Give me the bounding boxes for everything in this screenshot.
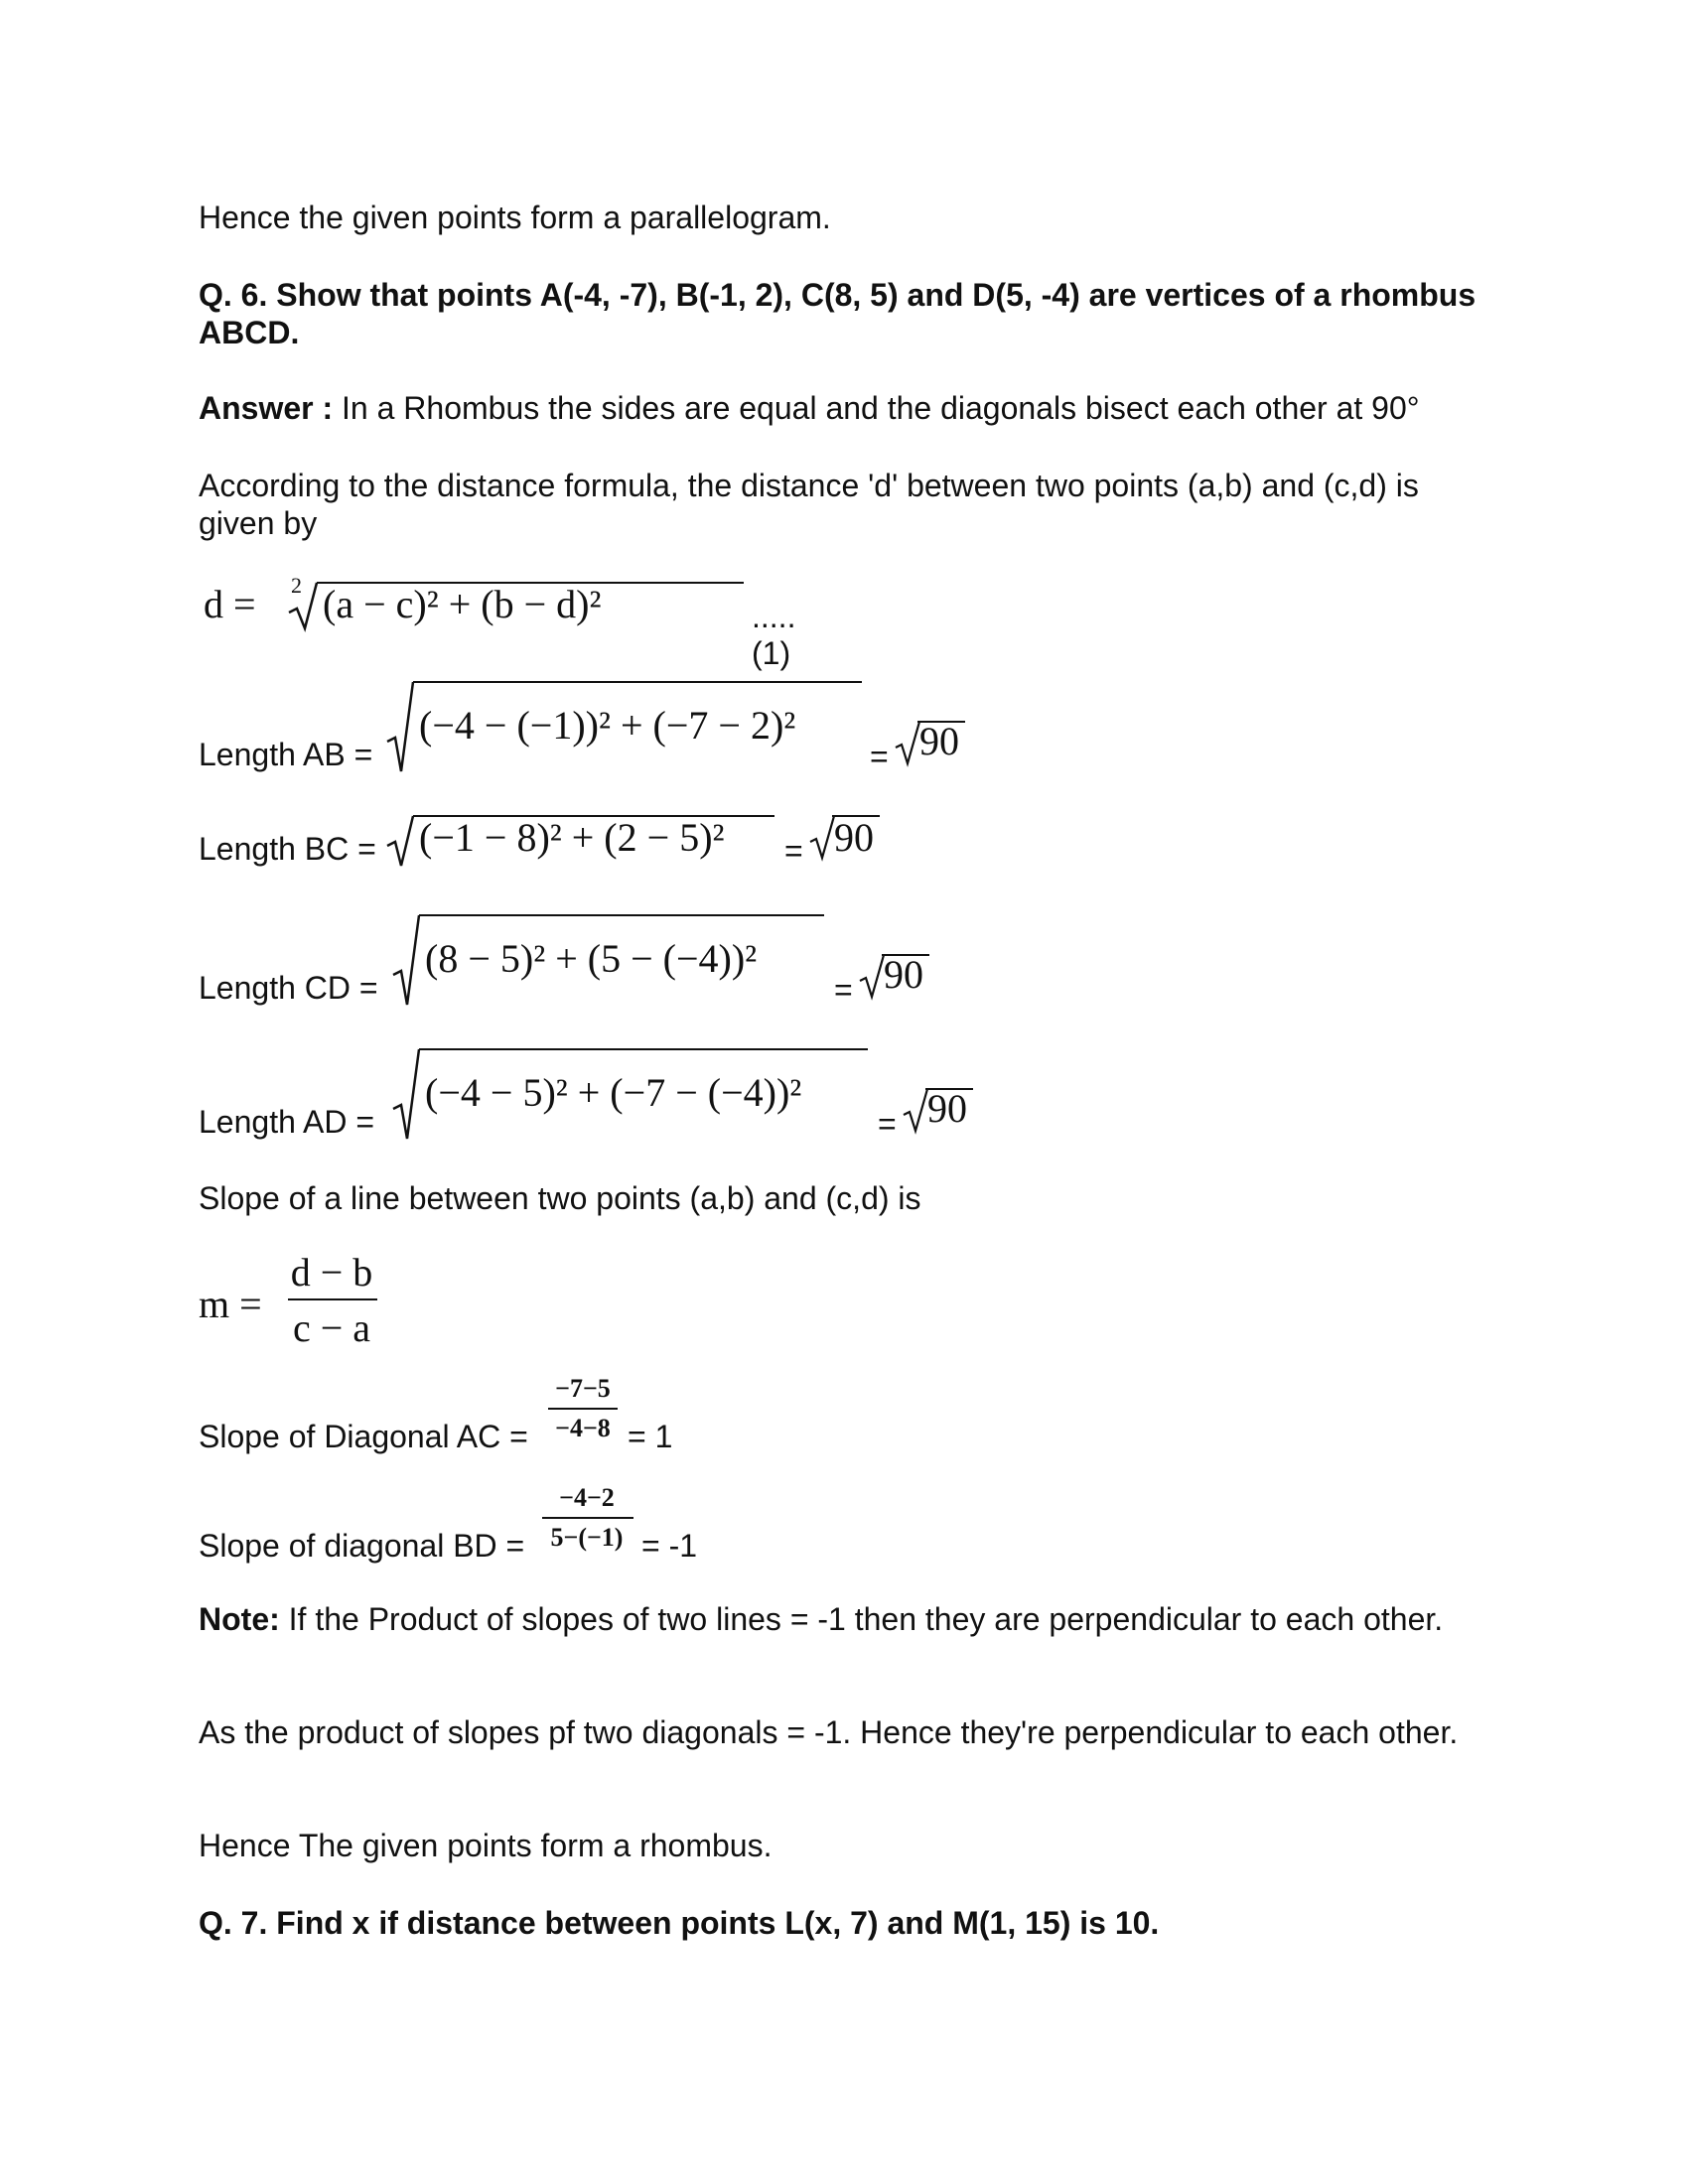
length-cd-label: Length CD = — [199, 970, 378, 1006]
answer-text: In a Rhombus the sides are equal and the diagonals bisect each other at 90° — [333, 390, 1420, 426]
slope-ac-label: Slope of Diagonal AC = — [199, 1419, 528, 1454]
slope-ac-result: = 1 — [628, 1419, 673, 1454]
rhombus-conclusion: Hence The given points form a rhombus. — [199, 1828, 773, 1863]
length-bc-result: 90 — [834, 815, 874, 860]
fraction-bar — [548, 1408, 618, 1410]
radical-sign — [393, 913, 423, 1008]
length-ad-row — [199, 1047, 1092, 1142]
length-cd-equals: = — [834, 972, 853, 1008]
length-bc-radicand: (−1 − 8)² + (2 − 5)² — [419, 815, 725, 860]
length-ad-result: 90 — [927, 1086, 967, 1131]
note-text: If the Product of slopes of two lines = -1 then they are perpendicular to each other. — [279, 1601, 1444, 1637]
length-ab-radicand: (−4 − (−1))² + (−7 − 2)² — [419, 703, 796, 748]
slope-ac-denominator: −4−8 — [555, 1414, 611, 1442]
radical-bar — [413, 681, 862, 683]
slope-denominator: c − a — [292, 1305, 371, 1350]
answer-label: Answer : — [199, 390, 334, 426]
parallelogram-conclusion: Hence the given points form a parallelogram. — [199, 200, 831, 235]
slope-bd-result: = -1 — [641, 1528, 698, 1564]
slope-bd-denominator: 5−(−1) — [550, 1523, 624, 1552]
radical-sign — [810, 814, 836, 860]
slope-intro: Slope of a line between two points (a,b) and (c,d) is — [199, 1180, 921, 1216]
length-ad-equals: = — [878, 1106, 897, 1142]
length-ab-equals: = — [870, 739, 889, 774]
length-ab-result: 90 — [919, 719, 959, 763]
distance-formula — [204, 573, 799, 671]
formula-root-index: 2 — [291, 573, 302, 598]
slope-bd-row — [199, 1483, 993, 1568]
slope-ac-row — [199, 1374, 993, 1458]
slope-formula — [199, 1249, 496, 1358]
radical-sign — [860, 953, 886, 999]
radical-sign — [896, 720, 921, 765]
length-ab-label: Length AB = — [199, 737, 373, 772]
radical-bar — [419, 914, 824, 916]
radical-sign — [387, 814, 417, 868]
length-cd-radicand: (8 − 5)² + (5 − (−4))² — [425, 936, 758, 981]
length-bc-label: Length BC = — [199, 831, 376, 867]
distance-formula-intro: According to the distance formula, the distance 'd' between two points (a,b) and (c,d) is given by — [199, 468, 1419, 541]
radical-sign — [393, 1047, 423, 1142]
question-6: Q. 6. Show that points A(-4, -7), B(-1, 2), C(8, 5) and D(5, -4) are vertices of a rhombus ABCD. — [199, 277, 1477, 350]
answer-line — [199, 389, 1489, 427]
length-ab-row — [199, 680, 1092, 774]
formula-radicand: (a − c)² + (b − d)² — [323, 582, 602, 626]
length-bc-row — [199, 814, 1092, 874]
length-cd-result: 90 — [884, 952, 923, 997]
note-label: Note: — [199, 1601, 280, 1637]
length-ad-radicand: (−4 − 5)² + (−7 − (−4))² — [425, 1070, 802, 1115]
slope-bd-label: Slope of diagonal BD = — [199, 1528, 525, 1564]
radical-sign — [387, 680, 417, 774]
slope-numerator: d − b — [290, 1250, 373, 1295]
radical-bar — [419, 1048, 868, 1050]
slope-bd-numerator: −4−2 — [559, 1483, 615, 1512]
slope-ac-numerator: −7−5 — [555, 1374, 611, 1403]
question-7: Q. 7. Find x if distance between points L(x, 7) and M(1, 15) is 10. — [199, 1905, 1160, 1941]
fraction-bar — [542, 1517, 633, 1519]
product-statement: As the product of slopes pf two diagonals = -1. Hence they're perpendicular to each other. — [199, 1714, 1459, 1750]
fraction-bar — [288, 1298, 377, 1300]
length-bc-equals: = — [784, 833, 803, 869]
length-ad-label: Length AD = — [199, 1104, 375, 1140]
radical-sign — [904, 1087, 929, 1133]
length-cd-row — [199, 913, 1092, 1008]
formula-lhs: d = — [204, 582, 256, 626]
slope-lhs: m = — [199, 1282, 262, 1326]
radical-sign — [289, 581, 319, 630]
note — [199, 1600, 1489, 1638]
formula-tag: .....(1) — [752, 599, 796, 671]
